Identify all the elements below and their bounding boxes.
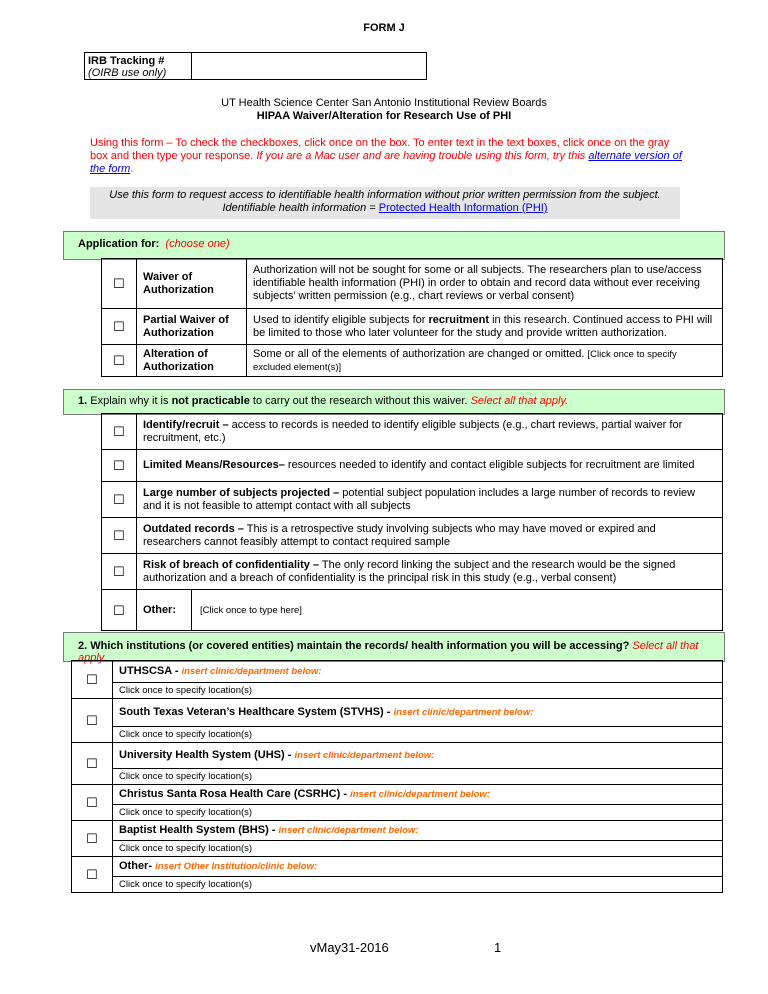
checkbox[interactable]: ☐: [72, 857, 113, 893]
option-name: Alteration of Authorization: [137, 345, 247, 377]
checkbox[interactable]: ☐: [72, 661, 113, 699]
reason-row-other: [102, 590, 723, 631]
location-field[interactable]: Click once to specify location(s): [113, 877, 723, 893]
reason-row: ☐ Large number of subjects projected – potential subject population includes a large number of records to review and it is not feasible to attempt contact with all subjects: [102, 482, 723, 518]
instructions: Using this form – To check the checkboxes, click once on the box. To enter text in the text boxes, click once on the gray box and then type your response. If you are a Mac user and are having trouble using this form, try this alternate version of the form.: [90, 137, 682, 175]
location-field[interactable]: Click once to specify location(s): [113, 683, 723, 699]
checkbox[interactable]: ☐: [102, 518, 137, 554]
irb-label: IRB Tracking #: [88, 55, 165, 67]
other-label: Other:: [137, 590, 192, 630]
page-heading: [0, 97, 768, 123]
reason-row: ☐ Limited Means/Resources– resources needed to identify and contact eligible subjects for recruitment are limited: [102, 450, 723, 482]
checkbox[interactable]: ☐: [102, 309, 137, 345]
checkbox[interactable]: ☐: [72, 743, 113, 785]
heading-line1: UT Health Science Center San Antonio Institutional Review Boards: [221, 97, 547, 109]
checkbox[interactable]: ☐: [102, 450, 137, 482]
other-text-field[interactable]: [Click once to type here]: [200, 604, 302, 616]
institution-row: ☐ Other- insert Other Institution/clinic below:: [72, 857, 723, 877]
institution-row: ☐ South Texas Veteran’s Healthcare System (STVHS) - insert clinic/department below:: [72, 699, 723, 727]
section1-hint: Select all that apply.: [470, 395, 569, 407]
alternate-version-link[interactable]: alternate version of the form: [90, 150, 682, 175]
application-table: [101, 258, 723, 377]
phi-link[interactable]: Protected Health Information (PHI): [378, 202, 548, 214]
form-title: FORM J: [363, 22, 405, 34]
irb-note: (OIRB use only): [88, 67, 167, 79]
application-hint: (choose one): [165, 238, 230, 250]
option-desc: Authorization will not be sought for some or all subjects. The researchers plan to use/access identifiable health information (PHI) in order to obtain and record data without ever receiving subjects’ written permission (e.g., chart reviews or verbal consent): [247, 259, 723, 309]
checkbox[interactable]: ☐: [72, 699, 113, 743]
checkbox[interactable]: ☐: [102, 554, 137, 590]
checkbox[interactable]: ☐: [102, 345, 137, 377]
checkbox[interactable]: ☐: [72, 785, 113, 821]
section2-header: 2. Which institutions (or covered entities) maintain the records/ health information you will be accessing? Select all that apply.: [63, 632, 725, 662]
reason-row: ☐ Outdated records – This is a retrospective study involving subjects who may have moved or expired and researchers cannot feasibly attempt to contact required sample: [102, 518, 723, 554]
application-row: [102, 259, 723, 309]
location-field[interactable]: Click once to specify location(s): [113, 769, 723, 785]
location-field[interactable]: Click once to specify location(s): [113, 727, 723, 743]
application-header: [63, 231, 725, 260]
institution-row: ☐ Baptist Health System (BHS) - insert clinic/department below:: [72, 821, 723, 841]
reason-row: ☐ Risk of breach of confidentiality – The only record linking the subject and the research would be the signed authorization and a breach of confidentiality is the principal risk in this study (e.g., verbal consent): [102, 554, 723, 590]
option-desc: Used to identify eligible subjects for recruitment in this research. Continued access to PHI will be limited to those who later volunteer for the study and provide written authorization.: [247, 309, 723, 345]
option-name: Partial Waiver of Authorization: [137, 309, 247, 345]
application-row: [102, 309, 723, 345]
checkbox[interactable]: ☐: [102, 482, 137, 518]
location-field[interactable]: Click once to specify location(s): [113, 841, 723, 857]
irb-tracking-input[interactable]: [192, 53, 426, 79]
option-name: Waiver of Authorization: [137, 259, 247, 309]
section2-hint: Select all that apply.: [78, 640, 699, 664]
notice-line1: Use this form to request access to identifiable health information without prior written permission from the subject.: [109, 189, 661, 201]
checkbox[interactable]: ☐: [102, 259, 137, 309]
checkbox[interactable]: ☐: [102, 590, 137, 631]
notice-line2-prefix: Identifiable health information =: [222, 202, 376, 214]
section1-table: [101, 413, 723, 631]
option-desc: Some or all of the elements of authorization are changed or omitted. [Click once to specify excluded element(s)]: [247, 345, 723, 377]
institution-row: ☐ University Health System (UHS) - insert clinic/department below:: [72, 743, 723, 769]
excluded-elements-field[interactable]: [Click once to specify excluded element(s)]: [253, 348, 677, 373]
irb-tracking-box: [84, 52, 427, 80]
institution-row: ☐ UTHSCSA - insert clinic/department below:: [72, 661, 723, 683]
checkbox[interactable]: ☐: [72, 821, 113, 857]
section1-header: 1. Explain why it is not practicable to carry out the research without this waiver. Select all that apply.: [63, 389, 725, 415]
institution-row: ☐ Christus Santa Rosa Health Care (CSRHC) - insert clinic/department below:: [72, 785, 723, 805]
location-field[interactable]: Click once to specify location(s): [113, 805, 723, 821]
heading-line2: HIPAA Waiver/Alteration for Research Use of PHI: [256, 110, 512, 122]
application-label: Application for:: [78, 238, 160, 250]
application-row: [102, 345, 723, 377]
instructions-text: Using this form – To check the checkboxes, click once on the box. To enter text in the text boxes, click once on the gray box and then type your response.: [90, 137, 670, 162]
footer-page-number: 1: [494, 940, 502, 955]
reason-row: ☐ Identify/recruit – access to records is needed to identify eligible subjects (e.g., chart reviews, partial waiver for recruitment, etc.): [102, 414, 723, 450]
footer-version: vMay31-2016: [310, 940, 389, 955]
instructions-italic: If you are a Mac user and are having trouble using this form, try this: [256, 150, 586, 162]
section2-table: [71, 660, 723, 893]
checkbox[interactable]: ☐: [102, 414, 137, 450]
notice-box: [90, 187, 680, 219]
